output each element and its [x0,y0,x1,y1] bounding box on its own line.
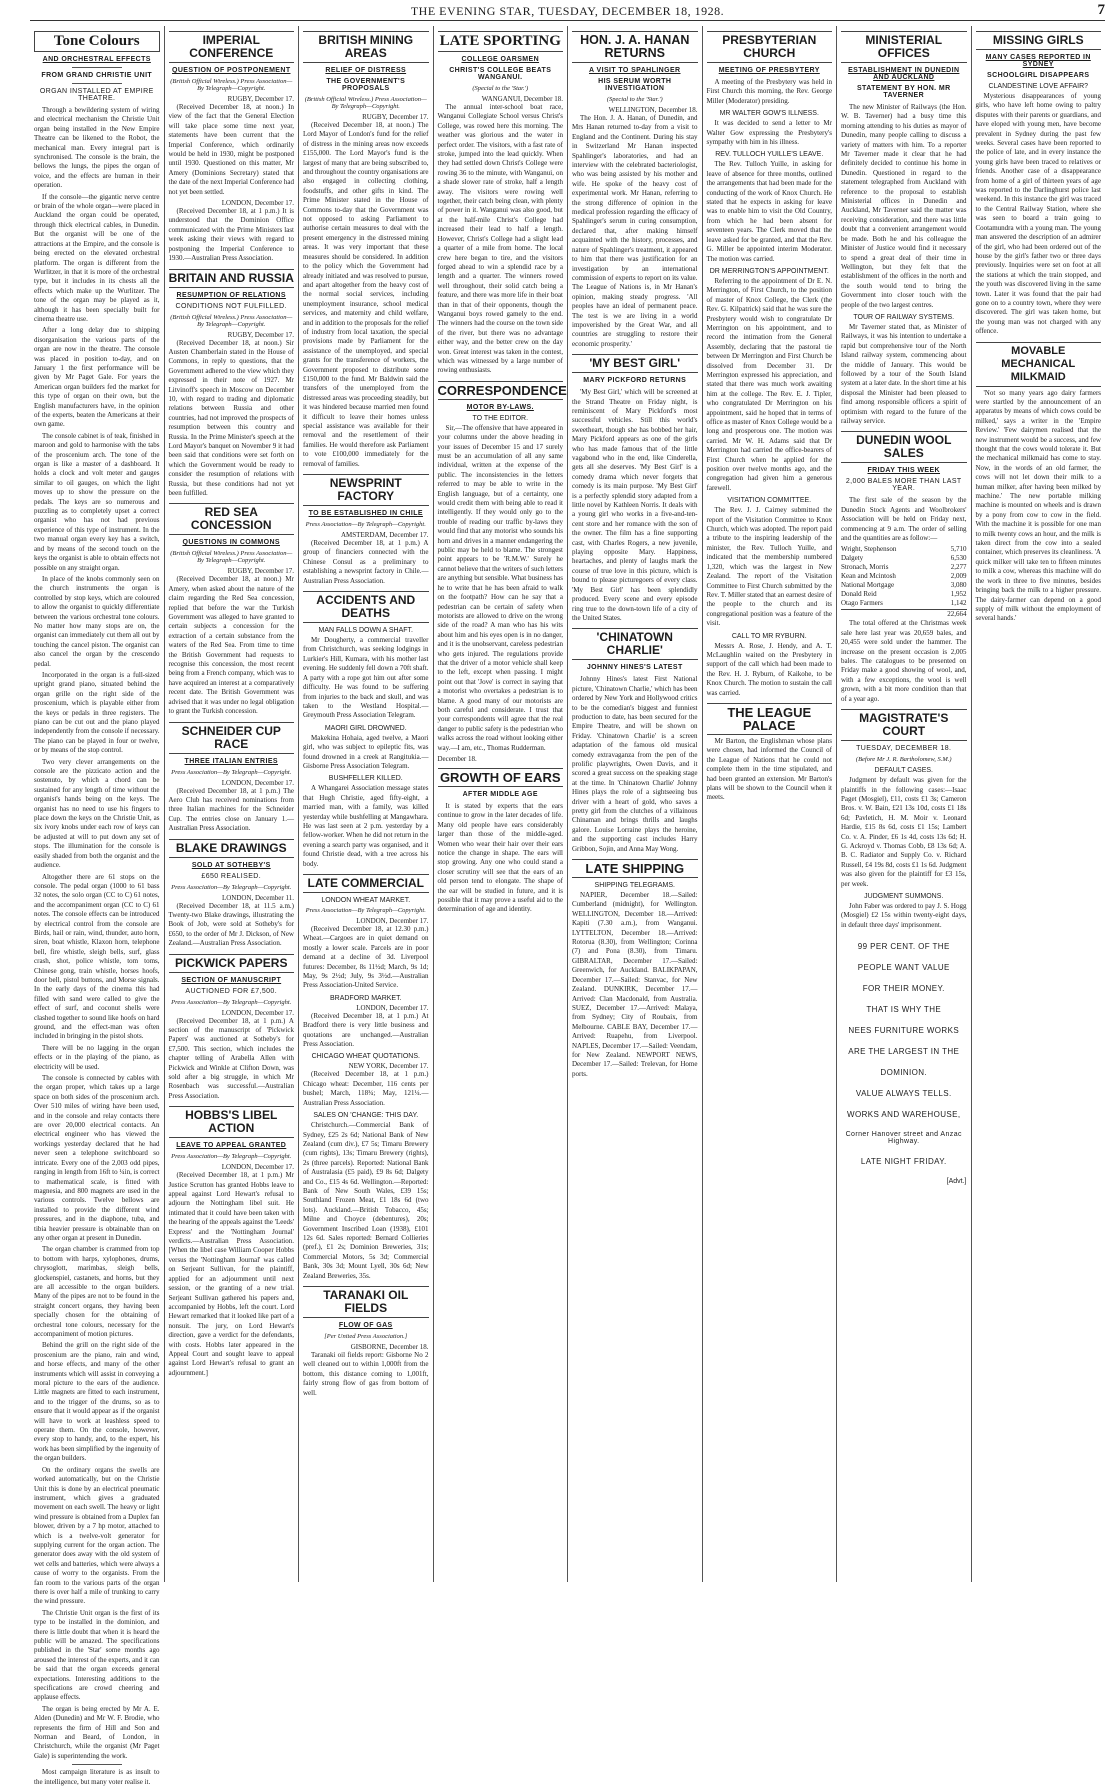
ad-line: NEES FURNITURE WORKS [848,1026,960,1036]
article-headline: 'CHINATOWN CHARLIE' [572,628,698,660]
article-headline: MINISTERIAL OFFICES [841,31,967,63]
article-subhead: MOTOR BY-LAWS. [466,403,534,411]
columns [30,26,1105,1786]
paragraph: There will be no lagging in the organ effects or in the playing of the piano, as electricity will be used. [34,1043,160,1071]
paragraph: Mysterious disappearances of young girls, who have left home owing to paltry disputes with their parents or guardians, and have eloped with young men, have become prevalent in Sydney during the past few weeks. Several cases have been reported to the police of late, and in every instance the young girls have been traced to relatives or friends. Another case of a disappearance from home of a girl of thirteen years of age was reported to the Darlinghurst police last weekend. In this instance the girl was traced to the Central Railway Station, where she was seen to board a train going to Cootamundra with a young man. The young man answered the description of an admirer of the girl, who had been ordered out of the house by the girl's father two or three days previously. Inquiries were set on foot at all the stations at which the train stopped, and the youth was discovered living in the same town. Later it was found that the pair had gone on to a country town, where they were discovered. The girl was taken home, but the young man was not charged with any offence. [975,92,1101,336]
table-total: 22,664 [841,609,967,619]
article-accidents-deaths [303,591,429,869]
wire-credit: (British Official Wireless.) Press Association—By Telegraph—Copyright. [170,78,293,92]
dateline: LONDON, December 17. [221,778,294,787]
article-subhead: REV. TULLOCH YUILLE'S LEAVE. [715,151,824,159]
paragraph: A meeting of the Presbytery was held in First Church this morning, the Rev. George Miller (Moderator) presiding. [706,78,832,105]
column-1 [30,26,165,1786]
article-presbyterian-church [707,31,833,698]
article-headline: THE LEAGUE PALACE [707,703,833,735]
paragraph: (Received December 18, at 1 p.m.) At Bradford there is very little business and quotations are unchanged.—Australian Press Association. [303,1011,429,1049]
wire-credit: Press Association—By Telegraph—Copyright. [171,768,292,776]
dateline: LONDON, December 11. [221,893,294,902]
advertisement-nees-furniture [841,942,967,1185]
paragraph: The organ chamber is crammed from top to bottom with harps, xylophones, drums, chrysoglott, marimbas, sleigh bells, glockenspiel, castanets, and horns, but they are all accessible to the organ builders. Many of the pipes are not to be found in the straight concert organs, they having been specially chosen for the obtaining of orchestral tone colours, necessary for the accompaniment of motion pictures. [34,1245,160,1338]
dateline: GISBORNE, December 18. [350,1343,429,1351]
ad-line: ARE THE LARGEST IN THE [848,1047,960,1057]
article-subhead: CHICAGO WHEAT QUOTATIONS. [311,1053,420,1061]
article-subhead: MEETING OF PRESBYTERY [718,67,820,74]
paragraph: Altogether there are 61 stops on the console. The pedal organ (1000 to 61 bass 32 notes, the solo organ (CC to C) 61 notes, and the accompaniment organ (CC to C) 61 notes. The console effects can be introduced by electrical control from the console are Birds, hail or rain, wind, thunder, auto horn, siren, boat whistle, Klaxon horn, telephone bell, fire whistle, sleigh bells, surf, glass crash, shot, police whistle, tom toms, Chinese gong, train whistle, horses hoofs, door bell, pistol buttons, and Morse signals. In the early days of the cinema this had filled with sand were called to give the effect of surf, and coconut shells were clashed together to sound like hoofs on hard ground, and the effect-man was often included in bringing in the pistol shots. [34,872,160,1041]
article-subhead: LEAVE TO APPEAL GRANTED [176,1142,287,1150]
article-schneider-cup [169,722,295,834]
page-number: 7 [1097,2,1105,18]
article-headline: MAGISTRATE'S COURT [841,709,967,741]
article-blake-drawings [169,839,295,949]
paragraph: The annual inter-school boat race, Wanganui Collegiate School versus Christ's College, was rowed here this morning. The weather was glorious and the water in perfect order. The visitors, with a fast rate of stroke, jumped into the lead quickly. When they had settled down Christ's College were rowing 36 to the minute, with Wanganui, on a shade slower rate of stroke, half a length away. The visitors were rowing well together, their catch being clean, with plenty of power in it. Wanganui was also good, but at the half-mile Christ's College had increased their lead to half a length. However, Christ's College had a slight lead a quarter of a mile from home. The local crew here began to tire, and the visitors forged ahead to win a splendid race by a length and a quarter. The winners rowed well throughout, their solid catch being a feature, and there was more life in their boat than in that of their opponents, though the Wanganui boys rowed gamely to the end. The winners had the course on the town side of the river, but there was no advantage either way, and the better crew on the day won. Great interest was taken in the contest, which was witnessed by a large number of rowing enthusiasts. [437,103,563,375]
article-headline: LATE SHIPPING [572,859,698,878]
table-row: Donald Reid 1,952 [841,590,967,599]
article-subhead: ESTABLISHMENT IN DUNEDIN AND AUCKLAND [848,67,960,81]
paragraph: The total offered at the Christmas week sale here last year was 20,659 bales, and 20,455 were sold under the hammer. The increase on the present occasion is 2,005 bales. The catalogues to be presented on Friday make a good showing of wool, and, with a few exceptions, the wool is well grown, with a bit more condition than that of a year ago. [841,619,967,703]
article-headline: RED SEA CONCESSION [169,503,295,535]
dateline: WELLINGTON, December 18. [608,106,698,114]
paragraph: Sir,—The offensive that have appeared in your columns under the above heading in your issues of December 15 and 17 surely must be an accumulation of all any same individual, written at the expense of the public. The inconsistencies in the letters referred to may be able to write in the English language, but of a certainty, one would credit them with being able to read it intelligently. If they would only go to the trouble of reading our traffic by-laws they would find that any motorist who sounds his horn and drives in a manner endangering the public may be held to blame. The strongest point appears to be 'R.M.W.' Surely he cannot believe that the writers of such letters are anything but sensible. What business has he to write that he has been afraid to walk on the footpath? How can he say that a pedestrian can be certain of safety when motorists are allowed to drive on the wrong side of the road? A man who has his wits about him and his eyes open is in no danger, and it is the unobservant, careless pedestrian who gets injured. The regulations provide that the driver of a motor vehicle shall keep to the left, except when passing. I might point out that 'Jove' is correct in saying that a motorist who overtakes a pedestrian is to blame. A good many of our motorists are both careful and considerate. I trust that your correspondents will agree that the real danger to public safety is the pedestrian who walks across the road without looking either way.—I am, etc., Thomas Rudderman. [437,423,563,752]
paragraph: The Rev. Tulloch Yuille, in asking for leave of absence for three months, outlined the arrangements that had been made for the conducting of the work of Knox Church. He stated that he expects in asking for leave was to enable him to visit the Old Country, from which he had been absent for seventeen years. The Clerk moved that the leave asked for be granted, and that the Rev. G. Miller be appointed interim Moderator. The motion was carried. [706,160,832,263]
column-6 [703,26,838,1582]
paragraph: Mr Taverner stated that, as Minister of Railways, it was his intention to undertake a rapid but comprehensive tour of the North Island railway system, commencing about the middle of January. This would be followed by a tour of the South Island system at a later date. In the short time at his disposal the Minister had been pleased to find among responsible officers a spirit of optimism with regard to the future of the railway service. [841,322,967,425]
paragraph: Incorporated in the organ is a full-sized upright grand piano, situated behind the organ grille on the right side of the proscenium, which is playable either from the keys or pedals in three registers. The piano can be cut out and the piano played independently from the console if necessary. The piano can be played in four or twelve, or by means of the stop control. [34,670,160,755]
wire-credit: [Per United Press Association.] [324,1333,408,1340]
article-subhead: FROM GRAND CHRISTIE UNIT [41,72,153,79]
article-correspondence [437,381,567,763]
article-britain-russia [169,269,295,499]
article-newsprint-factory [303,474,429,586]
paragraph: Johnny Hines's latest First National picture, 'Chinatown Charlie,' which has been ordered by New York and Hollywood critics to be the comedian's biggest and funniest production to date, has been secured for the Empire Theatre, and will be shown on Friday. 'Chinatown Charlie' is a screen adaptation of the famous old musical comedy extravaganza from the pen of the prolific playwrights, Owen Davis, and it scored a great success on the speaking stage at the time. In 'Chinatown Charlie' Johnny Hines plays the role of a sightseeing bus driver with a heart of gold, who saves a pretty girl from the clutches of a villainous Chinaman and brings thrills and laughs galore. Louise Lorraine plays the heroine, and the supporting cast includes Harry Gribbon, Sojin, and Anna May Wong. [572,675,698,853]
article-subhead: CHRIST'S COLLEGE BEATS WANGANUI. [449,67,552,81]
table-row: National Mortgage 3,080 [841,581,967,590]
wool-bales-table [841,545,967,619]
paragraph: NAPIER, December 18.—Sailed: Cumberland (midnight), for Wellington. WELLINGTON, December 18.—Arrived: Kapiti (7.30 a.m.), from Wanganui. LYTTELTON, December 18.—Arrived: Rotorua (8.30), from Wellington; Corinna (7) and Pona (8.30), from Timaru. GIBRALTAR, December 17.—Sailed: Greenwich, for Auckland. BALIKPAPAN, December 17.—Sailed: Stanvac, for New Zealand. DUNKIRK, December 17.—Arrived: Clan Macdonald, from Australia. SUEZ, December 17.—Arrived: Malaya, from Sydney; City of Roubaix, from Melbourne. CABLE BAY, December 17.—Arrived: Ruapehu, from Liverpool. NAPLES, December 17.—Sailed: Veendam, for New Zealand. NEWPORT NEWS, December 17.—Sailed: Trelevan, for Home ports. [572,891,698,1078]
article-my-best-girl [572,354,698,623]
article-subhead: MAN FALLS DOWN A SHAFT. [318,627,414,635]
article-subhead: BRADFORD MARKET. [329,994,402,1002]
article-subhead: MANY CASES REPORTED IN SYDNEY [985,54,1091,68]
ad-line: PEOPLE WANT VALUE [857,963,950,973]
dateline: NEW YORK, December 17. [348,1062,429,1071]
article-subhead: DEFAULT CASES. [874,767,933,775]
paragraph: Makekina Hohaia, aged twelve, a Maori girl, who was subject to epileptic fits, was found drowned in a creek at Rangitukia.—Gisborne Press Association Telegram. [303,733,429,770]
article-subhead: JUDGMENT SUMMONS. [864,892,944,900]
paragraph: Through a bewildering system of wiring and electrical mechanism the Christie Unit organ being installed in the New Empire Theatre can be likened to the Robot, the mechanical man. Every integral part is synchronised. The console is the brain, the bellows the lungs, the pipes the organ of voice, and the effects are human in their operation. [34,106,160,190]
article-subhead: ORGAN INSTALLED AT EMPIRE THEATRE. [39,88,154,102]
table-row: Wright, Stephenson 5,710 [841,545,967,554]
divider [72,1764,122,1765]
paragraph: Taranaki oil fields report: Gisborne No 2 well cleaned out to within 1,000ft from the bottom, this distance coming to 1,001ft, fairly strong flow of gas from bottom of well. [303,1351,429,1397]
table-row: Otago Farmers 1,142 [841,599,967,608]
paragraph: (Received December 18, at 1 p.m.) It is understood that the Dominion Office communicated with the Prime Ministers last week asking their views with regard to postponing the Imperial Conference to 1930.—Australian Press Association. [168,207,294,263]
ad-line: 99 PER CENT. OF THE [857,942,950,952]
paragraph: The console cabinet is of teak, finished in maroon and gold to harmonise with the tabs of the proscenium arch. The tone of the organ is like a master of a dashboard. It holds a clock and volt meter and gauges similar to oil gauges, on which the light moves up to show the pressure on the pedals. The keys are so numerous and puzzling as to completely upset a correct organist who has not had previous experience of this type of instrument. In the two manual organ every key has a switch, and by means of the second touch on the keys the organist is able to obtain effects not possible on any straight organ. [34,431,160,572]
article-missing-girls [976,31,1102,337]
dateline: AMSTERDAM, December 17. [341,531,429,540]
paragraph: (Received December 18, at 1 p.m.) Chicago wheat: December, 116 cents per bushel; March, 118¾; May, 121¼.—Australian Press Association. [303,1070,429,1107]
column-7 [837,26,972,1582]
ad-line: THAT IS WHY THE [866,1005,942,1015]
article-subhead: JOHNNY HINES'S LATEST [586,664,683,672]
article-subhead: VISITATION COMMITTEE. [727,497,812,505]
paragraph: In place of the knobs commonly seen on the church instruments the organ is controlled by stop keys, which are coloured to allow the organist to quickly differentiate between the various orchestral tone colours. No matter how many stops are on, the organist can immediately cut them all out by touching the cancel piston. The organist can also cancel the organ by the crescendo pedal. [34,574,160,668]
table-row: Stronach, Morris 2,277 [841,563,967,572]
article-subhead: TUESDAY, DECEMBER 18. [856,745,952,753]
article-subhead: SOLD AT SOTHEBY'S [191,861,271,869]
article-headline: LATE SPORTING [438,31,564,52]
column-5 [568,26,703,1582]
wire-credit: Press Association—By Telegraph—Copyright. [171,883,292,891]
article-subhead: TO THE EDITOR. [472,414,529,422]
column-3 [299,26,434,1582]
newspaper-dateline: THE EVENING STAR, TUESDAY, DECEMBER 18, 1928. [410,4,725,18]
article-headline: TARANAKI OIL FIELDS [303,1286,429,1318]
article-headline: DUNEDIN WOOL SALES [841,431,967,463]
article-subhead: FLOW OF GAS [338,1322,393,1329]
paragraph: Two very clever arrangements on the console are the pizzicato action and the sostenuto, by which a chord can be sustained for any length of time without the organist's hands being on the keys. The organist has no need to use his fingers to place down the keys on the Christie Unit, as six ivory knobs under each row of keys can be adjusted at will to put down any set of stops. The illumination for the console is easily shaded from both the organist and the audience. [34,757,160,870]
article-headline: MISSING GIRLS [976,31,1102,50]
article-hanan-returns [572,31,698,349]
paragraph: It is stated by experts that the ears continue to grow in the later decades of life. Many old people have ears considerably larger than those of the middle-aged. Women who wear their hair over their ears notice the change in shape. The ears will stop growing. Any one who could stand a closer scrutiny will see that the ears of an old person tend to elongate. The shape of the ear will be studied in future, and it is possible that it may prove a useful aid to the determination of age and identity. [437,802,563,914]
wire-credit: Press Association—By Telegraph—Copyright. [305,521,426,529]
paragraph: Mr Dougherty, a commercial traveller from Christchurch, was seeking lodgings in Lurkier's Hill, Kumara, with his mother last evening. He suddenly fell down a 70ft shaft. A party with a rope got him out after some difficulty. He was found to be suffering from injuries to the back and skull, and was taken to the Westland Hospital.—Greymouth Press Association Telegram. [303,636,429,720]
article-subhead: SALES ON 'CHANGE: THIS DAY. [313,1112,419,1120]
article-headline: PICKWICK PAPERS [169,954,295,973]
column-4 [434,26,569,1582]
article-league-palace [707,703,833,803]
article-headline: MOVABLE MECHANICAL MILKMAID [976,342,1102,387]
paragraph: Christchurch.—Commercial Bank of Sydney, £25 2s 6d; National Bank of New Zealand (cum div.), £7 5s; Timaru Brewery (cum rights), 13s; Timaru Brewery (rights), 2s (three parcels). Reported: National Bank of Australasia (£5 paid), £9 8s 6d; Dalgety and Co., £15 4s 6d. Wellington.—Reported: Bank of New South Wales, £39 15s; Southland Frozen Meat, £1 18s 6d (two lots). Auckland.—British Tobacco, 45s; Milne and Choyce (debentures), 20s; Government Inscribed Loan (1938), £101 12s 6d. Sales reported: Bernard Collieries (pref.), £1 2s; Dominion Breweries, 31s; Commercial Motors, 5s 3d; Commercial Bank, 30s 3d; Mount Lyell, 30s 6d; New Zealand Breweries, 35s. [303,1121,429,1280]
wire-credit: Press Association—By Telegraph—Copyright. [171,998,292,1006]
article-subhead: CLANDESTINE LOVE AFFAIR? [988,83,1089,90]
paragraph: (Received December 18, at 1 p.m.) A group of financiers connected with the Chinese Consul as a preliminary to establishing a newsprint factory in Chile.—Australian Press Association. [303,539,429,585]
paragraph: (Received December 18, at 1 p.m.) A section of the manuscript of 'Pickwick Papers' was auctioned at Sotheby's for £7,500. This section, which includes the chapter telling of Arabella Allen with Pickwick and Winkle at Clifton Down, was sold after a big struggle, in which Mr Rosenbach was successful.—Australian Press Association. [168,1016,294,1100]
paragraph: (Received December 18, at 12.30 p.m.) Wheat.—Cargoes are in quiet demand on mostly a lower scale. Parcels are in poor demand at a decline of 3d. Liverpool futures: December, 8s 11½d; March, 9s 1d; May, 9s 2½d; July, 9s 3½d.—Australian Press Association-United Service. [303,925,429,990]
article-red-sea [169,503,295,716]
paragraph: Most campaign literature is as insult to the intelligence, but many voter realise it. [34,1768,160,1786]
column-2 [165,26,300,1582]
ad-line: DOMINION. [880,1068,928,1078]
paragraph: (Received December 18, at 11.5 a.m.) Twenty-two Blake drawings, illustrating the Book of Job, were sold at Sotheby's for £650, to the order of Mr J. Dickson, of New Zealand.—Australian Press Association. [168,901,294,948]
paragraph: (Received December 18, at 1 p.m.) The Aero Club has received nominations from three Italian machines for the Schneider Cup. The entries close on January 1.—Australian Press Association. [168,786,294,833]
masthead [30,4,1105,21]
dateline: RUGBY, December 17. [362,113,429,121]
article-headline: NEWSPRINT FACTORY [303,474,429,506]
article-subhead: A VISIT TO SPAHLINGER [588,67,681,74]
article-subhead: COLLEGE OARSMEN [461,56,540,63]
wire-credit: (British Official Wireless.) Press Association—By Telegraph—Copyright. [170,550,293,565]
article-subhead: AFTER MIDDLE AGE [462,791,538,798]
article-headline: IMPERIAL CONFERENCE [169,31,295,63]
article-headline: Tone Colours [34,31,160,52]
paragraph: (Received December 18, at 1 p.m.) Mr Justice Scrutton has granted Hobbs leave to appeal against Lord Hewart's refusal to adjourn the Nottingham libel suit. He intimated that it could have been taken with the hearing of the appeals against the 'Leeds' Express' and the 'Nottingham Journal' verdicts.—Australian Press Association. [When the libel case William Cooper Hobbs versus the 'Nottingham Journal' was called on Serjeant Sullivan, for the plaintiff, applied for an adjournment until next session, or the granting of a new trial. Serjeant Sullivan gathered his papers and, accompanied by Hobbs, left the court. Lord Hewart remarked that it looked like part of a nonsuit. The jury, on Lord Hewart's direction, gave a verdict for the defendants, with costs. Hobbs later appeared in the Appeal Court and sought leave to appeal against Lord Hewart's refusal to grant an adjournment.] [168,1171,294,1377]
ad-line: Corner Hanover street and Anzac Highway. [845,1131,962,1146]
article-headline: ACCIDENTS AND DEATHS [303,591,429,623]
article-headline: PRESBYTERIAN CHURCH [707,31,833,63]
article-subhead: SCHOOLGIRL DISAPPEARS [987,72,1090,79]
paragraph: After a long delay due to shipping disorganisation the various parts of the organ are now in the theatre. The console was placed in position to-day, and on January 1 the first performance will be given by Mr Paget Gale. For years the American organ builders fed the market for this type of organ on their own, but the English manufacturers have, in the opinion of the experts, beaten the Americans at their own game. [34,326,160,429]
article-subhead: TO BE ESTABLISHED IN CHILE [308,510,423,518]
dateline: RUGBY, December 17. [227,567,294,576]
paragraph: The console is connected by cables with the organ proper, which takes up a large space on both sides of the proscenium arch. Over 510 miles of wiring have been used, and in the console and relay contacts there are over 20,000 electrical contacts. An electrical engineer who has viewed the workings yesterday declared that he had never seen a telephone switchboard so intricate. Every one of the 2,003 odd pipes, ranging in length from 16ft to ¼in, is correct to mathematical scale, is fitted with magnesia, and 800 magnets are used in the various controls. Twelve bellows are installed to provide the different wind pressures, and in the diaphone, tuba, and tibia heavier pressure is obtainable than on any other organ at present in Dunedin. [34,1074,160,1242]
article-subhead: THE GOVERNMENT'S PROPOSALS [326,78,406,92]
article-subhead: SHIPPING TELEGRAMS. [594,882,675,890]
article-subhead: LONDON WHEAT MARKET. [321,897,411,904]
article-imperial-conference [169,31,295,264]
paragraph: (Received December 18, at noon.) Sir Austen Chamberlain stated in the House of Commons, in reply to questions, that the Government adhered to the view which they expressed in their note of 1927. Mr Litvinoff's speech in Moscow on December 10, with regard to trading and diplomatic relations between Russia and other countries, had not improved the prospects of resumption between this country and Russia. In the Prime Minister's speech at the Lord Mayor's banquet on November 9 it had been said that conditions were set forth on which the Government would be ready to consider the resumption of relations with Russia, but these conditions had not yet been fulfilled. [168,338,294,497]
article-mining-areas [303,31,429,469]
article-late-sporting [438,31,564,376]
paragraph: It was decided to send a letter to Mr Walter Gow expressing the Presbytery's sympathy with him in his illness. [706,119,832,147]
dateline: December 18. [437,755,477,763]
article-growth-of-ears [438,768,564,915]
article-headline: 'MY BEST GIRL' [572,354,698,373]
ad-line: LATE NIGHT FRIDAY. [860,1157,947,1167]
ad-line: WORKS AND WAREHOUSE, [847,1110,961,1120]
article-hobbs-libel [169,1106,295,1378]
article-subhead: RELIEF OF DISTRESS [325,67,407,74]
article-subhead: QUESTIONS IN COMMONS [182,539,280,547]
table-row: Dalgety 6,530 [841,554,967,563]
article-mechanical-milkmaid [976,342,1102,624]
article-subhead: THREE ITALIAN ENTRIES [184,757,278,765]
article-headline: CORRESPONDENCE [437,382,567,398]
article-subhead: RESUMPTION OF RELATIONS [176,291,286,299]
article-subhead: (Before Mr J. R. Bartholomew, S.M.) [855,756,952,764]
paragraph: Messrs A. Rose, J. Hendy, and A. T. McLaughlin waited on the Presbytery in support of the call which had been made to the Rev. H. J. Ryburn, of Kaikohe, to be Knox Church. The motion to sustain the call was carried. [706,641,832,697]
column-8 [972,26,1106,1582]
paragraph: The new Minister of Railways (the Hon. W. B. Taverner) had a busy time this morning attending to his duties as mayor of Dunedin, many people calling to discuss a variety of matters with him. To a reporter Mr Taverner made it clear that he had definitely decided to continue his home in Dunedin. Questioned in regard to the statement telegraphed from Auckland with reference to the proposal to establish Ministerial offices in Dunedin and Auckland, Mr Taverner said the matter was receiving consideration, and there was little doubt that a convenient arrangement would be made. Both he and his colleague the Minister of Justice would find it necessary to spend a great deal of their time in Wellington, but they felt that the establishment of the offices in the north and the south would tend to bring the Government into closer touch with the people of the two largest centres. [841,103,967,309]
dateline: LONDON, December 17. [221,199,294,208]
article-headline: SCHNEIDER CUP RACE [169,722,295,754]
article-subhead: CALL TO MR RYBURN. [731,632,807,640]
article-headline: BRITISH MINING AREAS [303,31,429,63]
paragraph: The Hon. J. A. Hanan, of Dunedin, and Mrs Hanan returned to-day from a visit to England and the Continent. During his stay in Switzerland Mr Hanan inspected Spahlinger's laboratories, and had an interview with the celebrated bacteriologist, who was being assisted by his mother and wife. He spoke of the heavy cost of experimental work. Mr Hanan, referring to the strong difference of opinion in the medical profession regarding the efficacy of Spahlinger's serum in curing consumption, declared that, after making himself acquainted with the history, processes, and nature of Spahlinger's treatment, it appeared to him that there was justification for an investigation by an international commission of experts to report on its value. The League of Nations is, in Mr Hanan's opinion, making steady progress. 'All peoples have an ideal of permanent peace. The test is we are living in a world impoverished by the Great War, and all countries are struggling to restore their economic prosperity.' [572,114,698,348]
article-wool-sales [841,431,967,704]
wire-credit: (British Official Wireless.) Press Association—By Telegraph—Copyright. [304,96,427,110]
wire-credit: (Special to the 'Star.') [606,96,663,103]
paragraph: The organ is being erected by Mr A. E. Alden (Dunedin) and Mr W. F. Brodie, who represents the firm of Hill and Son and Norman and Beard, of London, in Christchurch, while the organist (Mr Paget Gale) is superintending the work. [34,1704,160,1760]
article-magistrates-court [841,709,967,930]
article-subhead: AND ORCHESTRAL EFFECTS [42,56,151,63]
article-headline: LATE COMMERCIAL [303,874,429,893]
article-subhead: MAORI GIRL DROWNED. [324,724,407,732]
article-headline: HOBBS'S LIBEL ACTION [169,1106,295,1138]
article-late-commercial [303,874,429,1281]
article-subhead: QUESTION OF POSTPONEMENT [172,67,291,74]
article-subhead: SECTION OF MANUSCRIPT [181,976,282,984]
article-subhead: 2,000 BALES MORE THAN LAST YEAR. [845,478,962,493]
article-pickwick-papers [169,954,295,1102]
dateline: LONDON, December 17. [356,1003,429,1012]
article-taranaki-oil [303,1286,429,1398]
paragraph: (Received December 18, at noon.) The Lord Mayor of London's fund for the relief of distress in the mining areas now exceeds £155,000. The Lord Mayor's fund is the largest of many that are being subscribed to, and throughout the country organisations are also engaged in collecting clothing, foodstuffs, and other gifts in kind. The Prime Minister stated in the House of Commons to-day that the Government was not opposed to asking Parliament to authorise certain measures to deal with the present emergency in the distressed mining areas. It was very important that these measures should be considered. In addition to the policy which the Government had already initiated and was resolved to pursue, and apart altogether from the heavy cost of the normal social services, including unemployment insurance, school medical services, and maternity and child welfare, and in addition to the proposals for the relief of industry from local taxation, the special provisions made by Parliament for the assistance of the unemployed, and special grants for the transference of workers, the Government proposed to distribute some £150,000 to the fund. Mr Baldwin said the transfers of the unemployed from the distressed areas was proceeding steadily, but it was hindered because married men found it difficult to leave their homes unless special assistance was available for their removal and the resettlement of their families. He would therefore ask Parliament to vote £100,000 immediately for the removal of families. [303,121,429,468]
article-tone-colours [34,31,160,1787]
paragraph: 'Not so many years ago dairy farmers were startled by the announcement of an apparatus by means of which cows could be milked,' says a writer in the 'Empire Review.' 'Few dairymen realised that the new instrument would be a success, and few thought that the cows would tolerate it. But the mechanical milkmaid has come to stay. Now, in the words of an old farmer, the cows will not let down their milk to a human milker, after having been milked by machine.' The new portable milking machine is mounted on wheels and is drawn by a pony from cow to cow in the field. With the machine it is possible for one man to milk twenty cows an hour, and the milk is taken direct from the cow into a sealed container, which preserves its cleanliness. 'A quick milker will take ten to fifteen minutes to milk a cow, whereas this machine will do the work in three to five minutes, besides bringing back the milk to a higher pressure. The dairy-farmer can depend on a good supply of milk without the employment of several hands.' [975,388,1101,623]
wire-credit: Press Association—By Telegraph—Copyright. [171,1153,292,1161]
dateline: LONDON, December 17. [221,1008,294,1017]
paragraph: Mr Barton, the Englishman whose plans were chosen, had informed the Council of the League of Nations that he could not complete them in the time stipulated, and had been granted an extension. Mr Barton's plans will be shown to the Council when it meets. [706,736,832,802]
paragraph: Judgment by default was given for the plaintiffs in the following cases:—Isaac Paget (Mosgiel), £11, costs £1 3s; Cameron Bros. v. W. Bain, £21 13s 10d, costs £1 18s 6d; Pavletich, H. M. Moir v. Leonard Hardie, £15 8s 6d, costs £1 15s; Lambert Co. v. A. Pinder, £6 1s 4d, costs 13s 6d; H. G. Ackroyd v. Thomas Cobb, £8 13s 6d; A. B. C. Radiator and Supply Co. v. Richard Russell, £4 19s 8d, costs £1 1s 6d. Judgment was also given for the plaintiff for £3 15s, per week. [841,776,967,888]
article-subhead: TOUR OF RAILWAY SYSTEMS. [853,313,955,321]
table-row: Kean and Mcintosh 2,009 [841,572,967,581]
article-headline: HON. J. A. HANAN RETURNS [572,31,698,63]
article-late-shipping [572,859,698,1079]
ad-line: VALUE ALWAYS TELLS. [855,1089,952,1099]
paragraph: John Faber was ordered to pay J. S. Hogg (Mosgiel) £2 15s within twenty-eight days, in default three days' imprisonment. [841,901,967,929]
paragraph: A Whangarei Association message states that Hugh Christie, aged fifty-eight, a married man, with a family, was killed yesterday while bushfelling at Mangawhara. He was last seen at 2 p.m. yesterday by a fellow-worker. When he did not return in the evening a search party was organised, and it found Christie dead, with a tree across his body. [303,784,429,868]
wire-credit: Press Association—By Telegraph—Copyright. [305,907,426,914]
wire-credit: (Special to the 'Star.') [472,85,529,92]
paragraph: On the ordinary organs the swells are worked automatically, but on the Christie Unit this is done by an electrical pneumatic instrument, which gives a graduated movement on each swell. The heavy or light wind pressure is obtained from a Duplex fan blower, driven by a 7 hp motor, attached to which is a twelve-volt generator for supplying current for the organ action. The generator does away with the old system of wet cells and batteries, which were always a cause of worry to the organists. From the fan room to the various parts of the organ there is over half a mile of trunking to carry the wind pressure. [34,1465,160,1606]
article-subhead: FRIDAY THIS WEEK [867,467,941,475]
dateline: RUGBY, December 17. [227,330,294,339]
dateline: LONDON, December 17. [356,917,429,925]
paragraph: The Christie Unit organ is the first of its type to be installed in the dominion, and there is little doubt that when it is heard the public will be amazed. The specifications published in the 'Star' some months ago aroused the interest of the experts, and it can be said that the organ exceeds general expectations. Interesting additions to the specifications are crowd cheering and applause effects. [34,1608,160,1702]
article-headline: BLAKE DRAWINGS [169,839,295,858]
article-ministerial-offices [841,31,967,426]
article-subhead: AUCTIONED FOR £7,500. [185,987,278,995]
article-subhead: STATEMENT BY HON. MR TAVERNER [856,85,951,99]
article-subhead: BUSHFELLER KILLED. [328,775,403,783]
ad-tag: [Advt.] [946,1178,967,1186]
article-subhead: HIS SERUM WORTH INVESTIGATION [598,78,672,92]
paragraph: If the console—the gigantic nerve centre or brain of the whole organ—were placed in Auckland the organ could be operated, through thick electrical cables, in Dunedin. But the organist will be one of the attractions at the Empire, and the console is being erected on the elevated orchestral platform. The organ is different from the Wurlitzer, in that it is more of the orchestral type, but it includes in its chests all the effects which make up the Wurlitzer. The tone of the organ may be played as it, although it has been specially built for cinema theatre use. [34,192,160,323]
article-headline: BRITAIN AND RUSSIA [169,269,295,288]
article-subhead: £650 REALISED. [201,872,262,880]
ad-line: FOR THEIR MONEY. [862,984,945,994]
article-headline: GROWTH OF EARS [438,768,564,787]
divider [72,83,122,84]
wire-credit: (British Official Wireless.) Press Association—By Telegraph—Copyright. [170,313,293,328]
dateline: LONDON, December 17. [221,1163,294,1172]
divider [72,67,122,68]
dateline: WANGANUI, December 18. [481,95,563,103]
paragraph: Behind the grill on the right side of the proscenium are the piano, rain and wind, and horse effects, and many of the other instruments which will assist in conveying a moral picture to the ears of the audience. Little magnets are fitted to each instrument, and to the trigger of the drums, so as to ensure that it would appear as if the organist will have to work at leashless speed to operate them. On the console, however, every stop to handy, and, to the expert, his work has been simplified by the ingenuity of the organ builders. [34,1341,160,1463]
paragraph: Referring to the appointment of Dr E. N. Merrington, of First Church, to the position of master of Knox College, the Clerk (the Rev. G. Kilpatrick) said that he was sure the Presbytery would wish to congratulate Dr Merrington on his appointment, and to record the intimation from the General Assembly, declaring that the pastoral tie between Dr Merrington and First Church be dissolved from December 31. Dr Merrington expressed his appreciation, and stated that there was much work awaiting him at the college. The Rev. E. J. Tipler, who congratulated Dr Merrington on his appointment, said he hoped that in terms of office as master of Knox College would be a long and prosperous one. The motion was carried. Mr W. H. Adams said that Dr Merrington had carried the office-bearers of First Church when he applied for the position over twelve months ago, and the congregation had given him a generous farewell. [706,276,832,492]
paragraph: 'My Best Girl,' which will be screened at the Strand Theatre on Friday night, is reminiscent of Mary Pickford's most successful vehicles. Still this world's sweetheart, though she has bobbed her hair, Mary Pickford appears as one of the girls who has made famous that of the little vagabond who in the end, like Cinderella, gets all she deserves. 'My Best Girl' is a comedy drama which never forgets that comedy is its main purpose. 'My Best Girl' is a perfectly splendid story adapted from a little novel by Kathleen Norris. It deals with a young girl who works in a five-and-ten-cent store and her romance with the son of the owner. The film has a fine supporting cast, with Charles Rogers, a new juvenile, playing opposite Mary. Happiness, heartaches, and plenty of laughs mark the course of true love in this picture, which is bound to please picturegoers of every class. 'My Best Girl' has been splendidly produced. Every scene and every episode ring true to the down-town life of a city of the United States. [572,388,698,622]
paragraph: (Received December 18, at noon.) In view of the fact that the General Election will take place some time next year, statements have been current that the Imperial Conference, which ordinarily would be held in 1930, might be postponed until 1930. Questioned on this matter, Mr Amery (Dominions Secretary) stated that the date of the next Imperial Conference had not yet been settled. [168,103,294,196]
paragraph: The first sale of the season by the Dunedin Stock Agents and Woolbrokers' Association will be held on Friday next, commencing at 9 a.m. The order of selling and the quantities are as follow:— [841,496,967,543]
dateline: RUGBY, December 17. [227,95,294,103]
paragraph: The Rev. J. J. Cairney submitted the report of the Visitation Committee to Knox Church, which was adopted. The report paid a tribute to the inspiring leadership of the minister, the Rev. Tulloch Yuille, and indicated that the membership numbered 1,320, which was the largest in New Zealand. The report of the Visitation Committee to First Church submitted by the Rev. T. Miller stated that an earnest desire of the people to the church and its congregational position was a feature of the visit. [706,506,832,628]
article-subhead: CONDITIONS NOT FULFILLED. [175,302,287,310]
article-subhead: MARY PICKFORD RETURNS [583,377,687,385]
article-subhead: DR MERRINGTON'S APPOINTMENT. [709,267,829,275]
article-subhead: MR WALTER GOW'S ILLNESS. [719,110,819,118]
paragraph: (Received December 18, at noon.) Mr Amery, when asked about the nature of the claim regarding the Red Sea concession, replied that before the war the Turkish Government was alleged to have granted to certain subjects a concession for the extraction of a certain substance from the waters of the Red Sea. From time to time the British Government had requests to recognise this concession, the most recent being from a French company, which was to have acquired an interest at a comparatively recent date. The British Government was advised that it was under no legal obligation to grant the Turkish concession. [168,575,294,716]
article-chinatown-charlie [572,628,698,854]
